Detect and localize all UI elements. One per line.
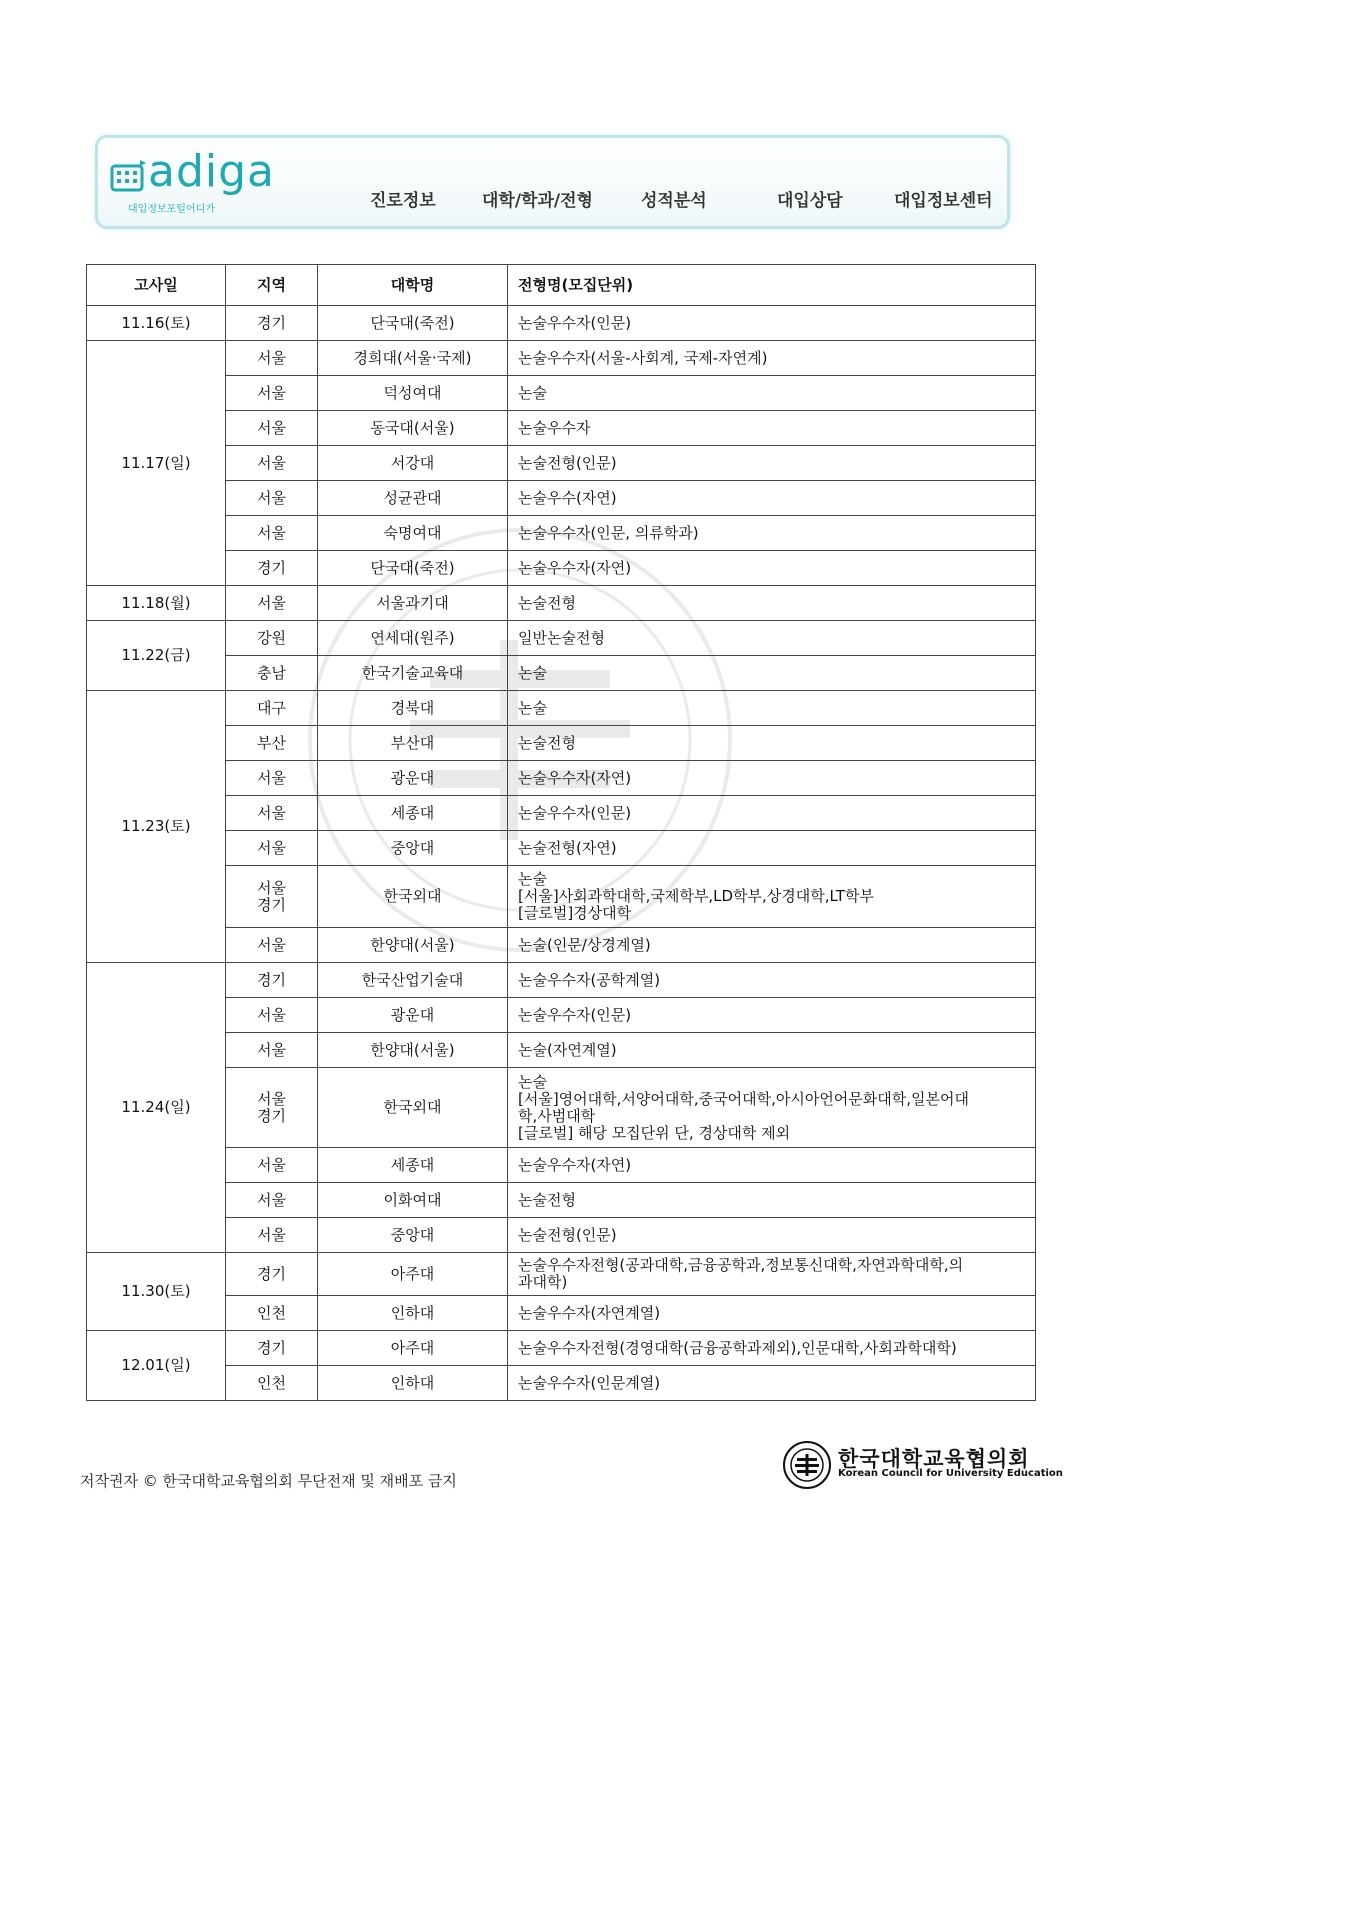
- kcue-name-english: Korean Council for University Education: [838, 1468, 1063, 1479]
- university-cell: 아주대: [318, 1331, 508, 1366]
- nav-admission-counseling[interactable]: 대입상담: [777, 191, 843, 211]
- region-cell: [226, 1183, 318, 1218]
- program-text: 논술우수자(인문): [518, 313, 632, 332]
- region-cell: [226, 341, 318, 376]
- program-text: 일반논술전형: [518, 628, 605, 647]
- region-cell: [226, 1253, 318, 1296]
- university-cell: 경북대: [318, 691, 508, 726]
- table-row: [87, 411, 1036, 446]
- region-text: 서울: [257, 1089, 286, 1108]
- table-row: [87, 831, 1036, 866]
- program-text: 논술: [518, 383, 547, 402]
- region-cell: [226, 411, 318, 446]
- program-text: 논술: [518, 663, 547, 682]
- program-text: 논술우수자전형(공과대학,금융공학과,정보통신대학,자연과학대학,의: [518, 1256, 964, 1274]
- program-cell: [508, 831, 1036, 866]
- table-row: [87, 796, 1036, 831]
- program-cell: [508, 621, 1036, 656]
- region-cell: [226, 621, 318, 656]
- table-row: [87, 376, 1036, 411]
- university-cell: 덕성여대: [318, 376, 508, 411]
- region-cell: [226, 796, 318, 831]
- table-row: [87, 1331, 1036, 1366]
- program-cell: [508, 1218, 1036, 1253]
- university-cell: 중앙대: [318, 831, 508, 866]
- program-cell: [508, 411, 1036, 446]
- program-cell: [508, 1148, 1036, 1183]
- adiga-banner: [95, 135, 1010, 229]
- adiga-logo-subtitle: 대입정보포털어디가: [128, 204, 215, 215]
- region-text: 서울: [257, 1190, 286, 1209]
- nav-score-analysis[interactable]: 성적분석: [641, 191, 707, 211]
- program-cell: [508, 446, 1036, 481]
- table-row: [87, 656, 1036, 691]
- region-text: 서울: [257, 935, 286, 954]
- table-row: [87, 1366, 1036, 1401]
- region-cell: [226, 516, 318, 551]
- region-text: 서울: [257, 878, 286, 897]
- program-text: 논술전형: [518, 733, 576, 752]
- region-text: 충남: [257, 663, 286, 682]
- university-cell: 광운대: [318, 998, 508, 1033]
- table-row: [87, 306, 1036, 341]
- table-row: [87, 586, 1036, 621]
- region-text: 서울: [257, 383, 286, 402]
- region-text: 부산: [257, 733, 286, 752]
- university-cell: 경희대(서울·국제): [318, 341, 508, 376]
- region-text: 경기: [257, 558, 286, 577]
- university-cell: 동국대(서울): [318, 411, 508, 446]
- region-text: 서울: [257, 1225, 286, 1244]
- program-text: 논술: [518, 698, 547, 717]
- region-cell: [226, 1033, 318, 1068]
- program-cell: [508, 998, 1036, 1033]
- program-text: 논술우수자(인문, 의류학과): [518, 523, 699, 542]
- table-row: [87, 928, 1036, 963]
- program-text: [글로벌] 해당 모집단위 단, 경상대학 제외: [518, 1123, 791, 1142]
- university-cell: 이화여대: [318, 1183, 508, 1218]
- program-text: 논술우수자(자연계열): [518, 1303, 661, 1322]
- region-text: 대구: [257, 698, 286, 717]
- program-cell: [508, 516, 1036, 551]
- exam-date-cell: 11.23(토): [87, 691, 226, 963]
- program-text: [서울]영어대학,서양어대학,중국어대학,아시아언어문화대학,일본어대: [518, 1089, 969, 1108]
- exam-date-cell: 11.30(토): [87, 1253, 226, 1331]
- program-cell: [508, 586, 1036, 621]
- region-cell: [226, 866, 318, 928]
- region-text: 서울: [257, 768, 286, 787]
- university-cell: 한국외대: [318, 866, 508, 928]
- region-text: 서울: [257, 453, 286, 472]
- program-cell: [508, 656, 1036, 691]
- region-text: 서울: [257, 593, 286, 612]
- region-cell: [226, 376, 318, 411]
- essay-exam-schedule-table: [86, 264, 1036, 1401]
- region-cell: [226, 928, 318, 963]
- copyright-notice: 저작권자 © 한국대학교육협의회 무단전재 및 재배포 금지: [80, 1472, 457, 1490]
- table-row: [87, 1033, 1036, 1068]
- region-cell: [226, 1148, 318, 1183]
- program-text: 논술(자연계열): [518, 1040, 617, 1059]
- program-text: 논술우수자전형(경영대학(금융공학과제외),인문대학,사회과학대학): [518, 1338, 957, 1357]
- region-text: 서울: [257, 1005, 286, 1024]
- university-cell: 인하대: [318, 1366, 508, 1401]
- university-cell: 한국기술교육대: [318, 656, 508, 691]
- table-row: [87, 341, 1036, 376]
- program-text: 논술우수자(자연): [518, 558, 632, 577]
- program-text: 논술우수(자연): [518, 488, 617, 507]
- table-row: [87, 1218, 1036, 1253]
- table-row: [87, 516, 1036, 551]
- region-text: 서울: [257, 418, 286, 437]
- exam-date-cell: 11.24(일): [87, 963, 226, 1253]
- table-row: [87, 481, 1036, 516]
- program-text: 논술전형: [518, 593, 576, 612]
- region-text: 인천: [257, 1303, 286, 1322]
- program-text: [서울]사회과학대학,국제학부,LD학부,상경대학,LT학부: [518, 887, 874, 905]
- university-cell: 성균관대: [318, 481, 508, 516]
- region-cell: [226, 481, 318, 516]
- program-text: 논술우수자: [518, 418, 591, 437]
- university-cell: 한국외대: [318, 1068, 508, 1148]
- program-text: 논술전형(인문): [518, 1225, 617, 1244]
- program-cell: [508, 376, 1036, 411]
- program-text: 논술우수자(자연): [518, 768, 632, 787]
- table-row: [87, 866, 1036, 928]
- region-text: 인천: [257, 1373, 286, 1392]
- region-text: 서울: [257, 348, 286, 367]
- table-row: [87, 998, 1036, 1033]
- region-cell: [226, 963, 318, 998]
- region-cell: [226, 1366, 318, 1401]
- exam-date-cell: 12.01(일): [87, 1331, 226, 1401]
- region-text: 서울: [257, 488, 286, 507]
- header-program: 전형명(모집단위): [508, 265, 1036, 306]
- program-text: [글로벌]경상대학: [518, 904, 632, 922]
- header-university: 대학명: [318, 265, 508, 306]
- university-cell: 인하대: [318, 1296, 508, 1331]
- university-cell: 한양대(서울): [318, 928, 508, 963]
- exam-date-cell: 11.16(토): [87, 306, 226, 341]
- university-cell: 한국산업기술대: [318, 963, 508, 998]
- table-row: [87, 621, 1036, 656]
- program-cell: [508, 481, 1036, 516]
- table-body: [87, 306, 1036, 1401]
- program-text: 논술우수자(자연): [518, 1155, 632, 1174]
- region-cell: [226, 551, 318, 586]
- program-cell: [508, 928, 1036, 963]
- university-cell: 단국대(죽전): [318, 306, 508, 341]
- university-cell: 숙명여대: [318, 516, 508, 551]
- region-text: 서울: [257, 1155, 286, 1174]
- university-cell: 세종대: [318, 1148, 508, 1183]
- region-text: 서울: [257, 838, 286, 857]
- table-row: [87, 1148, 1036, 1183]
- table-row: [87, 1068, 1036, 1148]
- program-text: 논술: [518, 1072, 547, 1091]
- program-text: 논술우수자(인문계열): [518, 1373, 661, 1392]
- program-text: 과대학): [518, 1273, 568, 1291]
- program-text: 학,사범대학: [518, 1106, 596, 1125]
- region-text: 서울: [257, 803, 286, 822]
- region-cell: [226, 761, 318, 796]
- program-cell: [508, 551, 1036, 586]
- program-text: 논술(인문/상경계열): [518, 935, 651, 954]
- university-cell: 광운대: [318, 761, 508, 796]
- university-cell: 아주대: [318, 1253, 508, 1296]
- program-cell: [508, 1331, 1036, 1366]
- program-text: 논술전형(자연): [518, 838, 617, 857]
- university-cell: 세종대: [318, 796, 508, 831]
- program-cell: [508, 726, 1036, 761]
- region-cell: [226, 1296, 318, 1331]
- adiga-logo-text[interactable]: adiga: [148, 146, 276, 197]
- program-cell: [508, 341, 1036, 376]
- university-cell: 서울과기대: [318, 586, 508, 621]
- region-cell: [226, 656, 318, 691]
- program-cell: [508, 761, 1036, 796]
- region-text: 서울: [257, 523, 286, 542]
- region-cell: [226, 586, 318, 621]
- program-text: 논술: [518, 870, 547, 888]
- university-cell: 중앙대: [318, 1218, 508, 1253]
- region-text: 서울: [257, 1040, 286, 1059]
- program-text: 논술우수자(인문): [518, 803, 632, 822]
- table-row: [87, 1296, 1036, 1331]
- region-text: 강원: [257, 628, 286, 647]
- program-text: 논술전형(인문): [518, 453, 617, 472]
- table-row: [87, 963, 1036, 998]
- region-text: 경기: [257, 895, 286, 914]
- exam-date-cell: 11.22(금): [87, 621, 226, 691]
- table-row: [87, 551, 1036, 586]
- region-cell: [226, 1331, 318, 1366]
- program-cell: [508, 1068, 1036, 1148]
- region-cell: [226, 1218, 318, 1253]
- exam-date-cell: 11.17(일): [87, 341, 226, 586]
- table-header-row: [87, 265, 1036, 306]
- region-cell: [226, 446, 318, 481]
- kcue-name-korean: 한국대학교육협의회: [838, 1447, 1030, 1471]
- university-cell: 연세대(원주): [318, 621, 508, 656]
- table-row: [87, 691, 1036, 726]
- region-cell: [226, 998, 318, 1033]
- kcue-seal-icon: [782, 1440, 832, 1490]
- program-cell: [508, 1183, 1036, 1218]
- region-text: 경기: [257, 970, 286, 989]
- university-cell: 부산대: [318, 726, 508, 761]
- university-cell: 단국대(죽전): [318, 551, 508, 586]
- program-cell: [508, 866, 1036, 928]
- university-cell: 한양대(서울): [318, 1033, 508, 1068]
- region-cell: [226, 831, 318, 866]
- region-text: 경기: [257, 1338, 286, 1357]
- table-row: [87, 726, 1036, 761]
- region-text: 경기: [257, 1264, 286, 1283]
- region-text: 경기: [257, 1106, 286, 1125]
- nav-admission-info-center[interactable]: 대입정보센터: [894, 191, 993, 211]
- header-exam-date: 고사일: [87, 265, 226, 306]
- nav-career-info[interactable]: 진로정보: [370, 191, 436, 211]
- region-cell: [226, 726, 318, 761]
- program-text: 논술우수자(서울-사회계, 국제-자연계): [518, 348, 768, 367]
- table-row: [87, 761, 1036, 796]
- region-cell: [226, 691, 318, 726]
- program-cell: [508, 306, 1036, 341]
- program-cell: [508, 1033, 1036, 1068]
- table-row: [87, 1183, 1036, 1218]
- region-cell: [226, 306, 318, 341]
- program-cell: [508, 1366, 1036, 1401]
- program-cell: [508, 796, 1036, 831]
- region-text: 경기: [257, 313, 286, 332]
- nav-university-dept-admission[interactable]: 대학/학과/전형: [482, 191, 593, 211]
- table-row: [87, 1253, 1036, 1296]
- program-cell: [508, 963, 1036, 998]
- table-row: [87, 446, 1036, 481]
- exam-date-cell: 11.18(월): [87, 586, 226, 621]
- program-cell: [508, 691, 1036, 726]
- region-cell: [226, 1068, 318, 1148]
- program-cell: [508, 1296, 1036, 1331]
- university-cell: 서강대: [318, 446, 508, 481]
- program-text: 논술우수자(공학계열): [518, 970, 661, 989]
- program-text: 논술전형: [518, 1190, 576, 1209]
- header-region: 지역: [226, 265, 318, 306]
- program-text: 논술우수자(인문): [518, 1005, 632, 1024]
- building-logo-icon: [110, 160, 146, 192]
- program-cell: [508, 1253, 1036, 1296]
